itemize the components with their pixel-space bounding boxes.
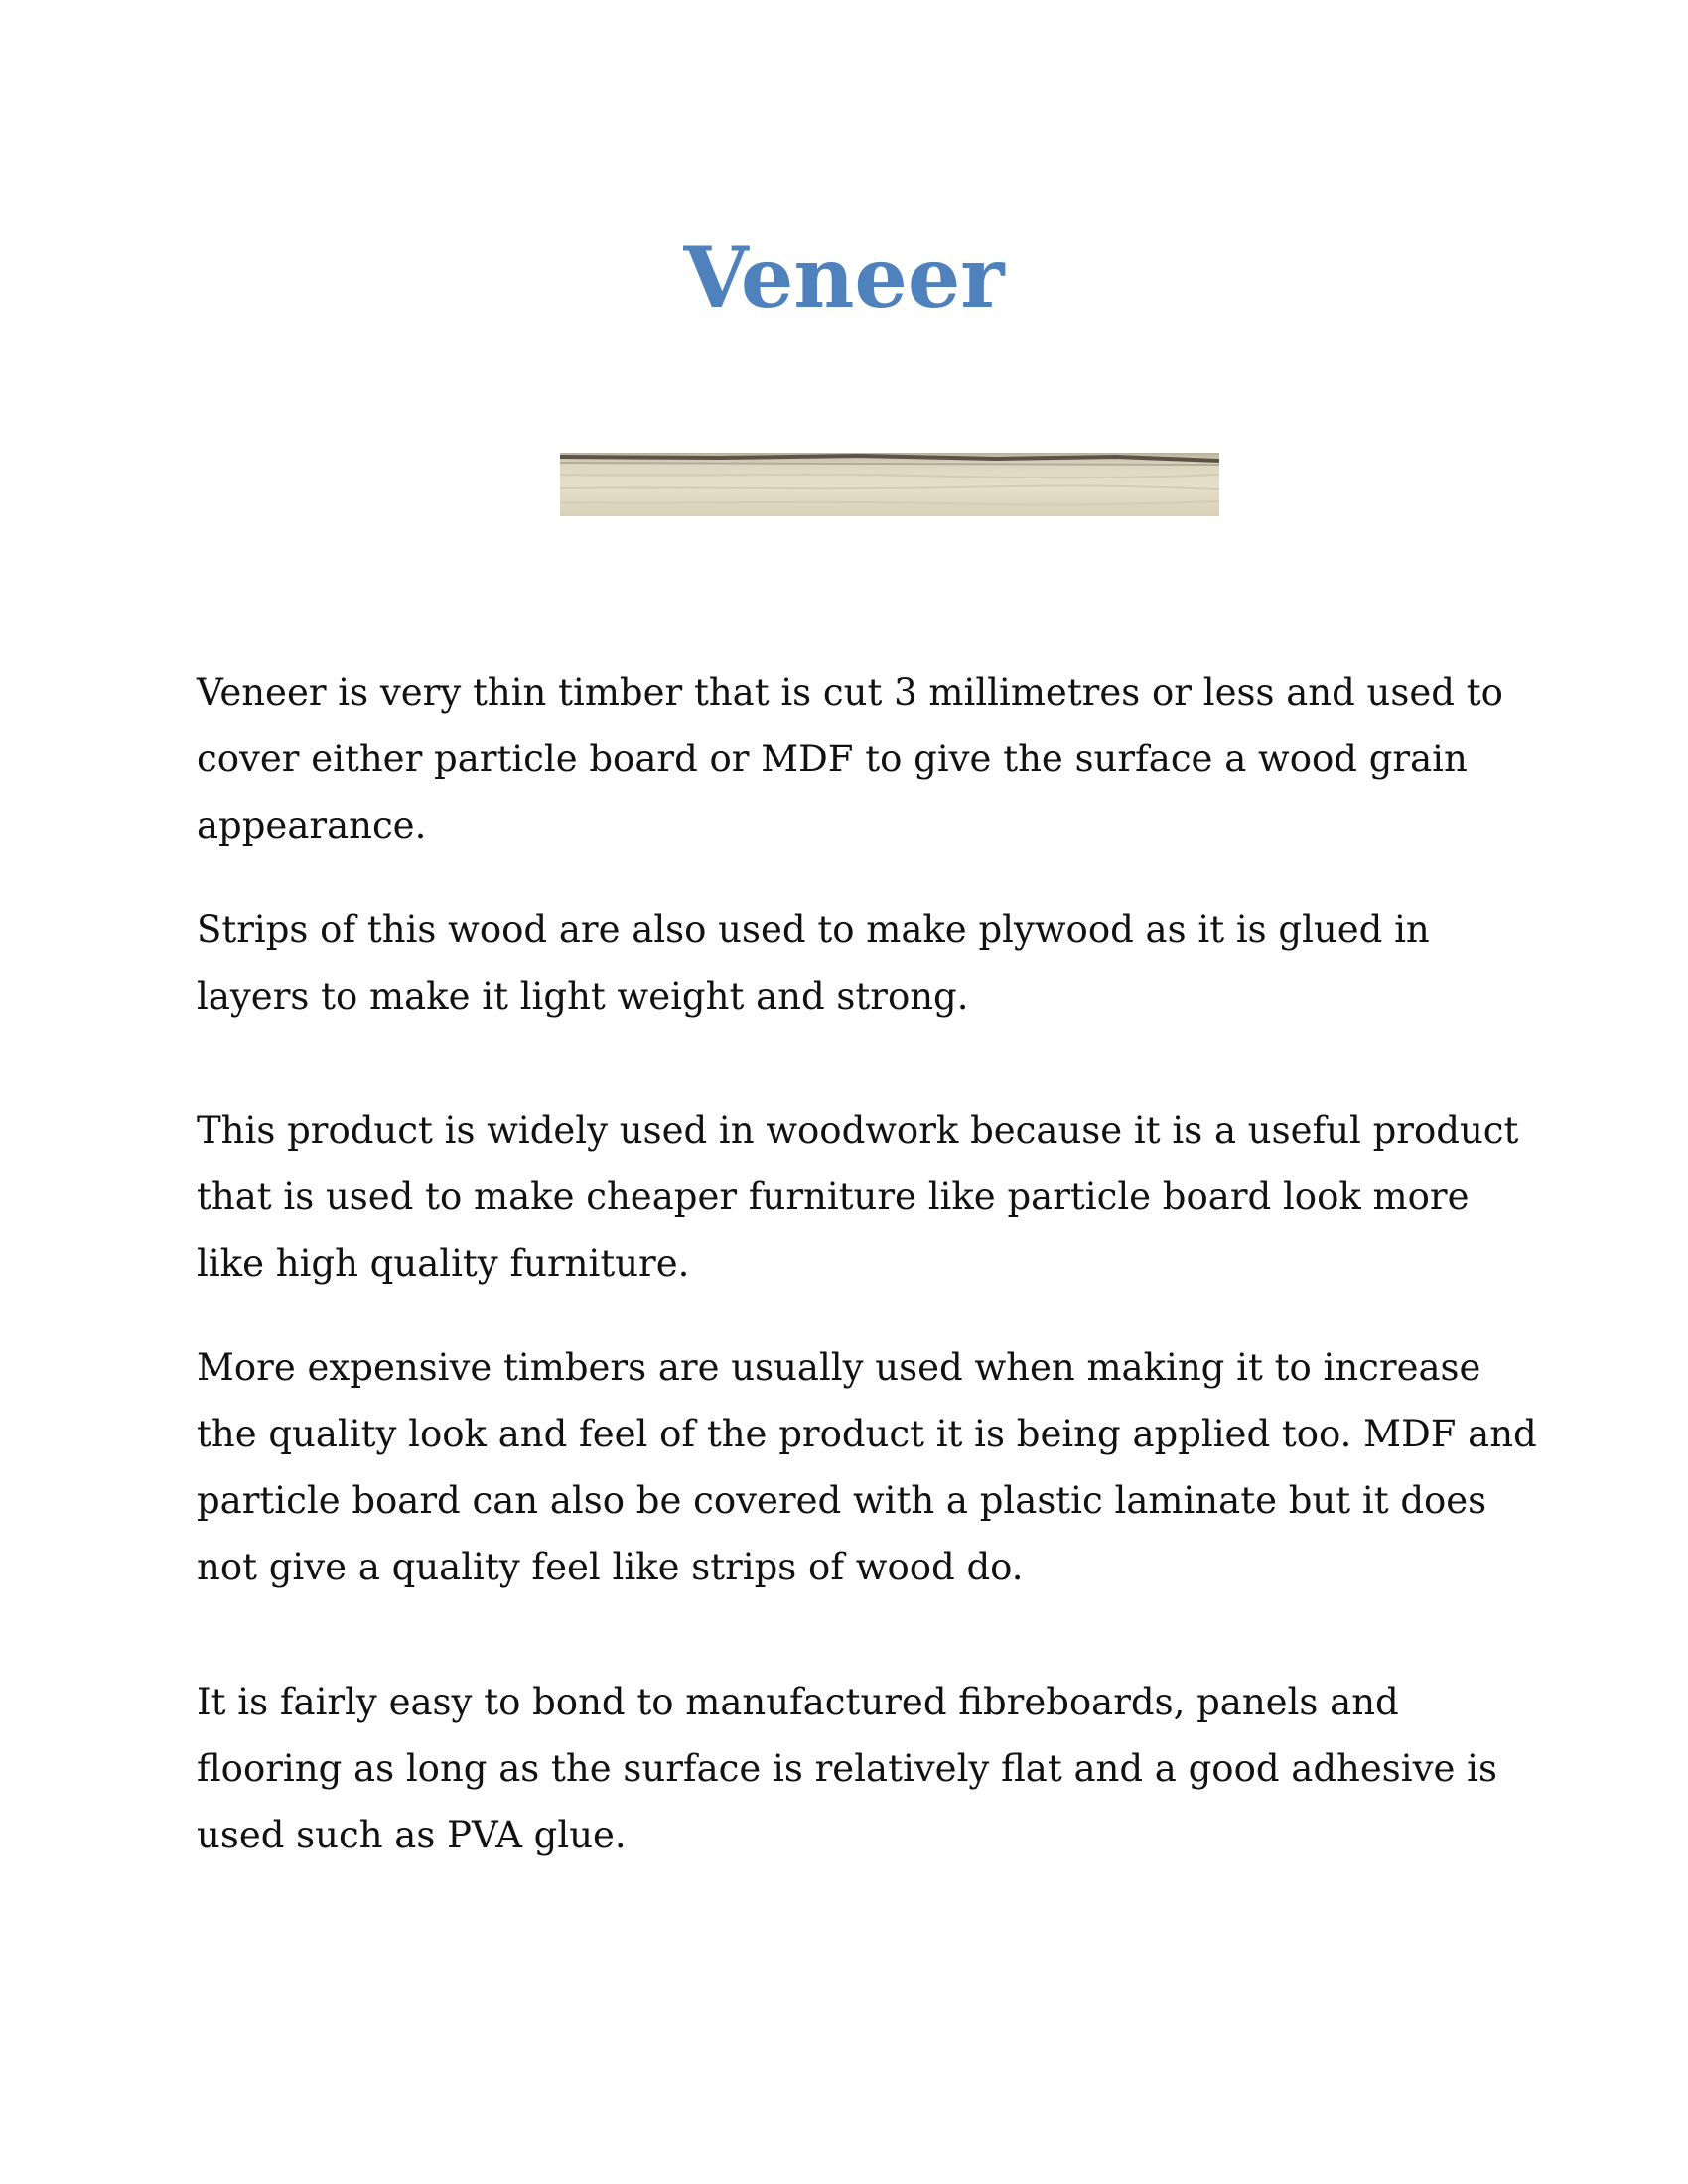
text-line: It is fairly easy to bond to manufactured fibreboards, panels and: [197, 1681, 1399, 1723]
text-line: More expensive timbers are usually used when making it to increase: [197, 1346, 1481, 1389]
text-line: layers to make it light weight and strong.: [197, 975, 969, 1018]
text-line: appearance.: [197, 804, 427, 847]
veneer-strip-image: [560, 453, 1219, 516]
text-line: used such as PVA glue.: [197, 1814, 627, 1856]
text-line: not give a quality feel like strips of wood do.: [197, 1546, 1024, 1588]
paragraph-4: [197, 1334, 1537, 1600]
paragraph-2: [197, 896, 1527, 1029]
text-line: cover either particle board or MDF to give the surface a wood grain: [197, 738, 1468, 780]
page-title: Veneer: [683, 228, 1005, 327]
text-line: Strips of this wood are also used to make plywood as it is glued in: [197, 908, 1430, 951]
text-line: This product is widely used in woodwork because it is a useful product: [197, 1109, 1519, 1152]
text-line: particle board can also be covered with a plastic laminate but it does: [197, 1479, 1487, 1522]
text-line: flooring as long as the surface is relatively flat and a good adhesive is: [197, 1747, 1497, 1790]
text-line: Veneer is very thin timber that is cut 3 millimetres or less and used to: [197, 671, 1503, 714]
paragraph-1: [197, 659, 1527, 859]
text-line: like high quality furniture.: [197, 1242, 690, 1285]
text-line: that is used to make cheaper furniture like particle board look more: [197, 1175, 1470, 1218]
paragraph-5: [197, 1669, 1527, 1868]
paragraph-3: [197, 1097, 1527, 1297]
text-line: the quality look and feel of the product it is being applied too. MDF and: [197, 1413, 1537, 1455]
